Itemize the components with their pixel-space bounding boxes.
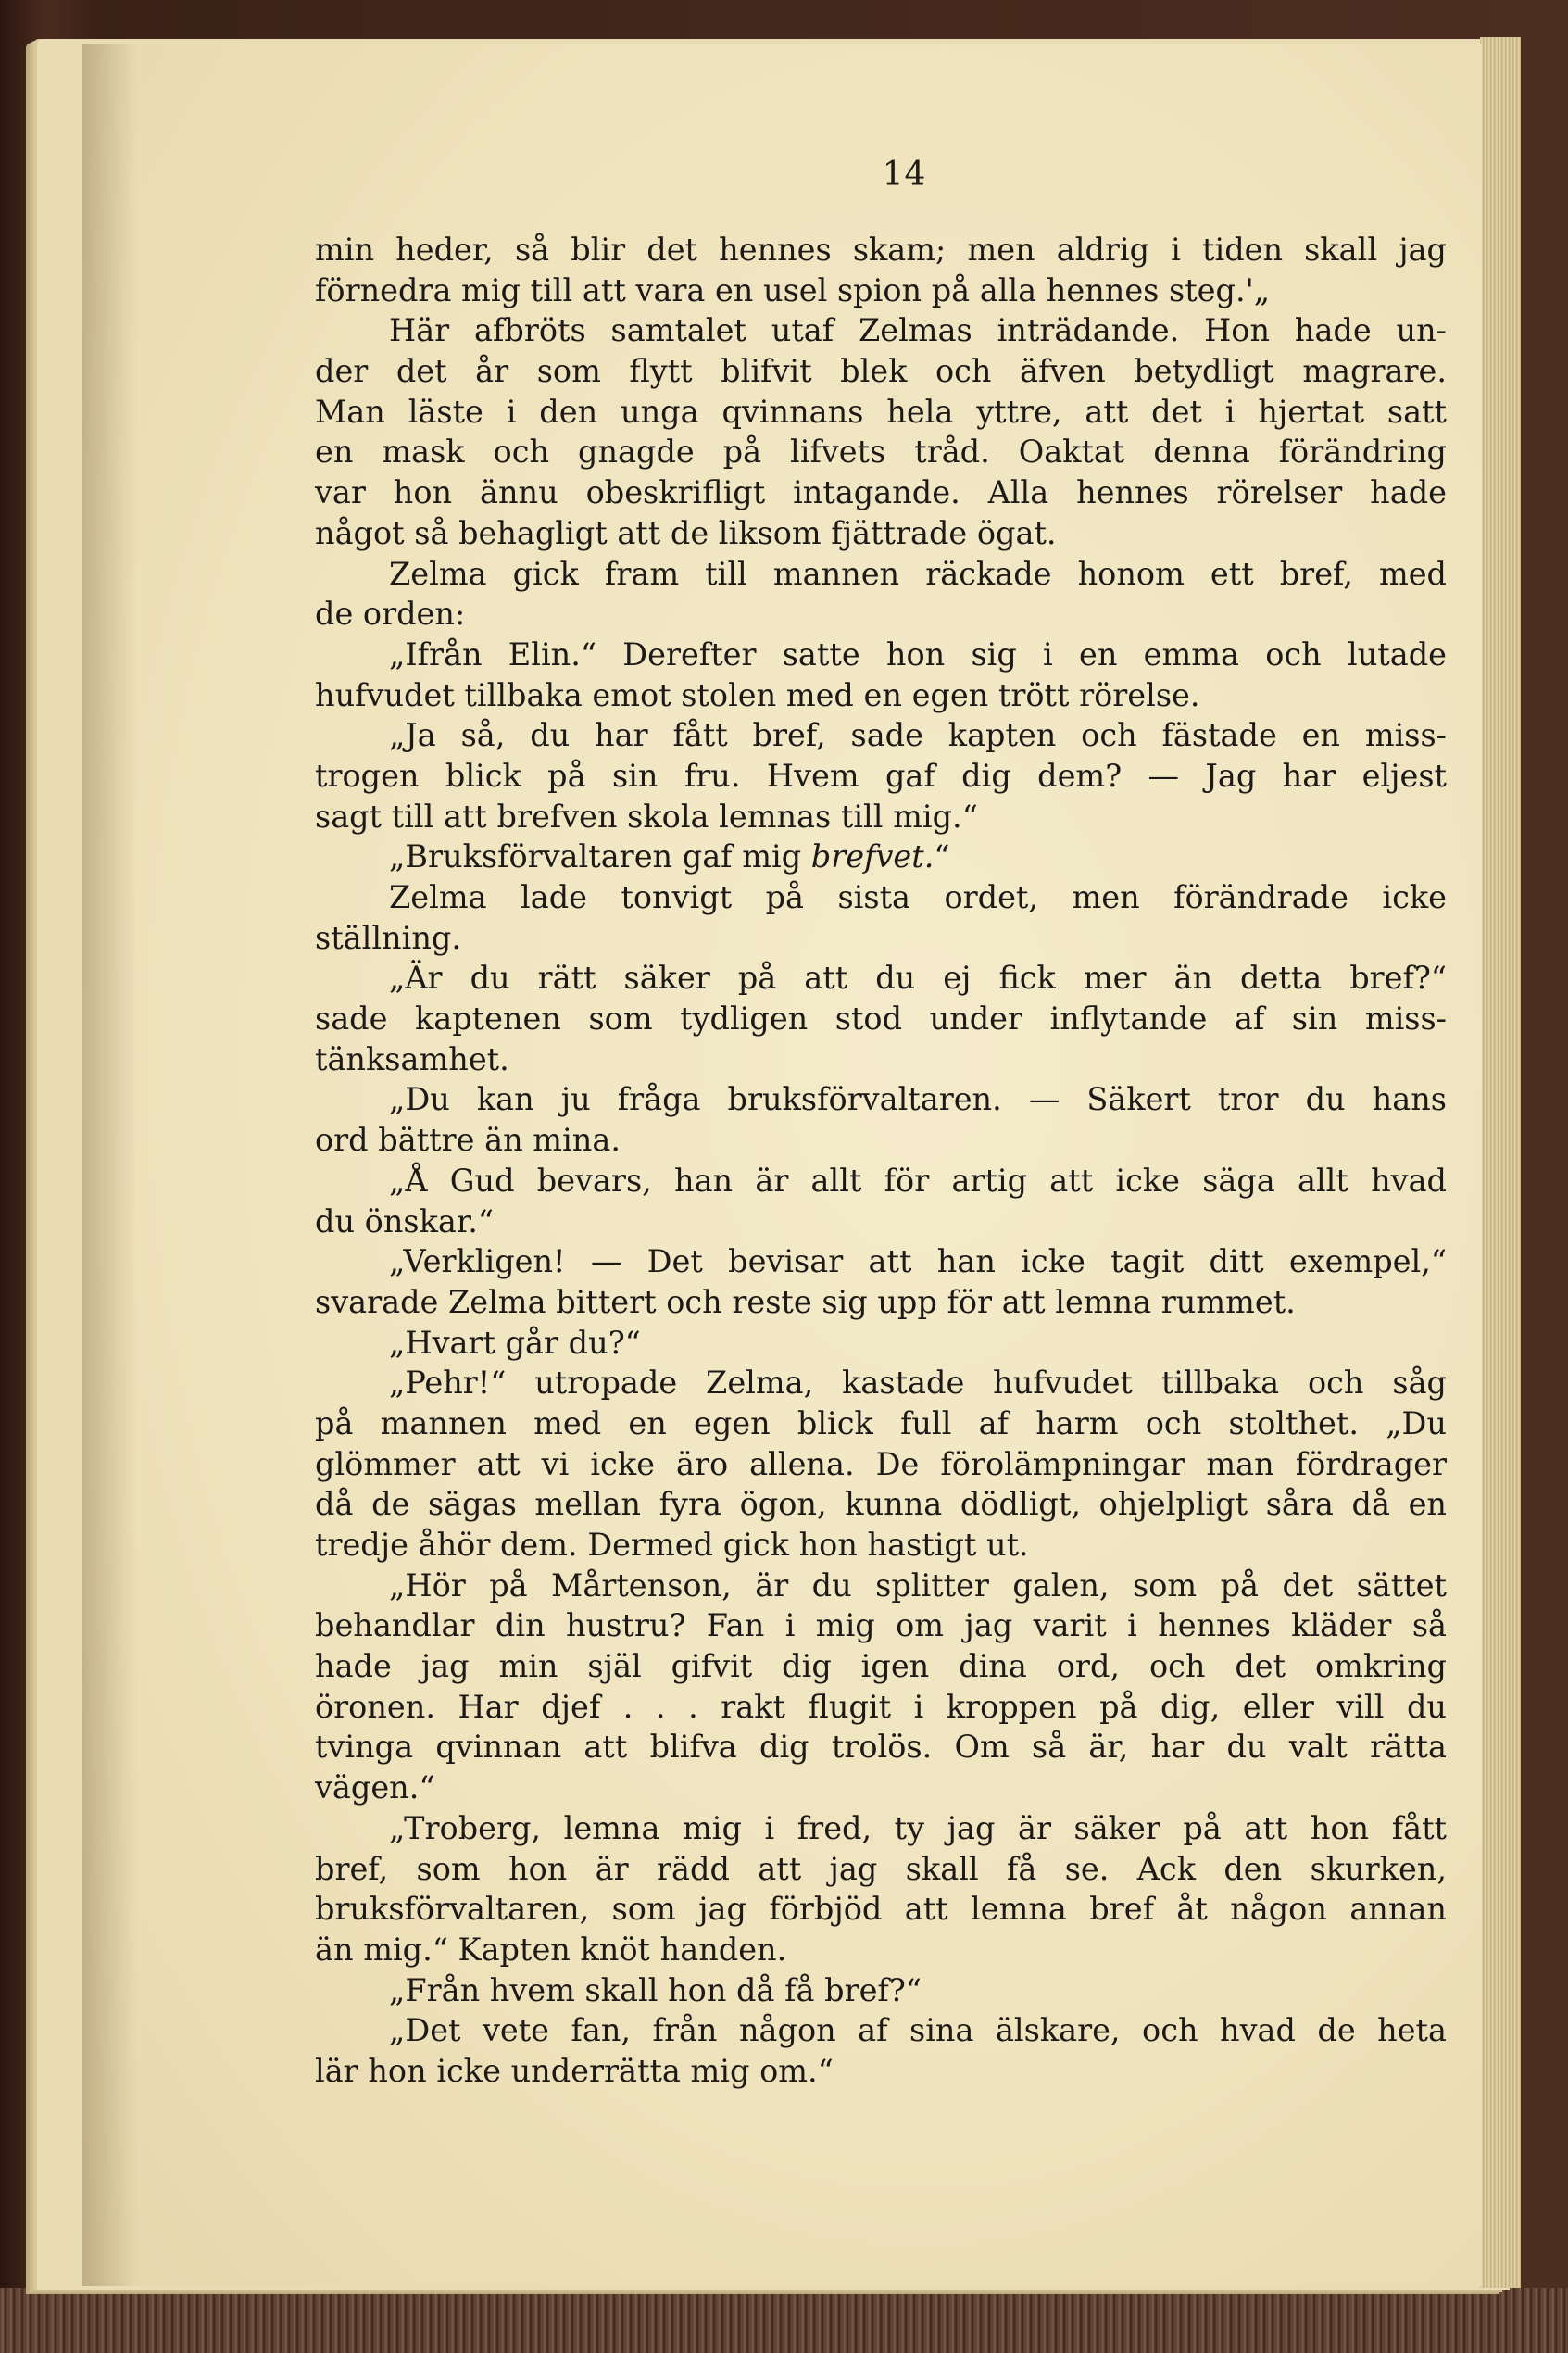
- text-line: då de sägas mellan fyra ögon, kunna dödligt, ohjelpligt såra då en: [315, 1486, 1447, 1523]
- text-line: bref, som hon är rädd att jag skall få se. Ack den skurken,: [315, 1850, 1447, 1887]
- text-line: „Är du rätt säker på att du ej fick mer än detta bref?“: [389, 960, 1447, 997]
- text-line: trogen blick på sin fru. Hvem gaf dig dem? — Jag har eljest: [315, 757, 1447, 794]
- text-line: glömmer att vi icke äro allena. De förolämpningar man fördrager: [315, 1445, 1447, 1482]
- text-line: der det år som flytt blifvit blek och äfven betydligt magrare.: [315, 353, 1447, 390]
- text-line: du önskar.“: [315, 1202, 494, 1239]
- text-line: „Du kan ju fråga bruksförvaltaren. — Säkert tror du hans: [389, 1081, 1447, 1118]
- text-line: tvinga qvinnan att blifva dig trolös. Om så är, har du valt rätta: [315, 1729, 1447, 1766]
- body-text: [315, 230, 1447, 2092]
- page-edges: [1480, 37, 1521, 2288]
- text-line: lär hon icke underrätta mig om.“: [315, 2052, 834, 2089]
- text-line: sagt till att brefven skola lemnas till mig.“: [315, 798, 978, 835]
- text-line: på mannen med en egen blick full af harm och stolthet. „Du: [315, 1404, 1447, 1441]
- text-line: öronen. Har djef . . . rakt flugit i kroppen på dig, eller vill du: [315, 1688, 1447, 1725]
- text-line: de orden:: [315, 596, 466, 633]
- text-line: min heder, så blir det hennes skam; men aldrig i tiden skall jag: [315, 232, 1447, 268]
- text-line: „Ifrån Elin.“ Derefter satte hon sig i en emma och lutade: [389, 635, 1447, 673]
- text-line: något så behagligt att de liksom fjättrade ögat.: [315, 514, 1057, 551]
- text-line: ställning.: [315, 919, 462, 956]
- text-line: Här afbröts samtalet utaf Zelmas inträdande. Hon hade un-: [389, 312, 1447, 349]
- text-line: „Hvart går du?“: [389, 1324, 641, 1361]
- text-line: „Troberg, lemna mig i fred, ty jag är säker på att hon fått: [389, 1809, 1447, 1846]
- text-line: Zelma gick fram till mannen räckade honom ett bref, med: [389, 555, 1447, 592]
- text-line: bruksförvaltaren, som jag förbjöd att lemna bref åt någon annan: [315, 1891, 1447, 1928]
- gutter-shadow: [82, 44, 137, 2286]
- text-line: Man läste i den unga qvinnans hela yttre, att det i hjertat satt: [315, 393, 1447, 430]
- book-cover-edge: [0, 2288, 1568, 2353]
- text-line: behandlar din hustru? Fan i mig om jag varit i hennes kläder så: [315, 1607, 1447, 1644]
- text-line: „Ja så, du har fått bref, sade kapten och fästade en miss-: [389, 717, 1447, 754]
- text-line: „Det vete fan, från någon af sina älskare, och hvad de heta: [389, 2012, 1447, 2049]
- text-line: „Pehr!“ utropade Zelma, kastade hufvudet tillbaka och såg: [389, 1365, 1447, 1402]
- text-line: tredje åhör dem. Dermed gick hon hastigt ut.: [315, 1527, 1029, 1563]
- text-line: hufvudet tillbaka emot stolen med en egen trött rörelse.: [315, 676, 1200, 713]
- italic-word: brefvet.: [810, 838, 935, 875]
- page-number: 14: [882, 156, 927, 194]
- text-line: var hon ännu obeskrifligt intagande. Alla hennes rörelser hade: [315, 474, 1447, 511]
- text-line: „Bruksförvaltaren gaf mig brefvet.“: [389, 838, 950, 875]
- text-line: en mask och gnagde på lifvets tråd. Oaktat denna förändring: [315, 434, 1447, 471]
- text-line: hade jag min själ gifvit dig igen dina ord, och det omkring: [315, 1648, 1447, 1685]
- text-line: „Verkligen! — Det bevisar att han icke tagit ditt exempel,“: [389, 1243, 1447, 1280]
- text-line: vägen.“: [315, 1769, 435, 1806]
- text-line: förnedra mig till att vara en usel spion på alla hennes steg.'„: [315, 271, 1271, 308]
- text-line: svarade Zelma bittert och reste sig upp för att lemna rummet.: [315, 1283, 1296, 1320]
- text-line: „Hör på Mårtenson, är du splitter galen, som på det sättet: [389, 1567, 1447, 1604]
- text-line: sade kaptenen som tydligen stod under inflytande af sin miss-: [315, 1000, 1447, 1038]
- text-line: „Från hvem skall hon då få bref?“: [389, 1971, 922, 2008]
- text-line: Zelma lade tonvigt på sista ordet, men förändrade icke: [389, 879, 1447, 915]
- text-line: „Å Gud bevars, han är allt för artig att icke säga allt hvad: [389, 1162, 1447, 1199]
- text-line: tänksamhet.: [315, 1040, 509, 1077]
- text-line: ord bättre än mina.: [315, 1122, 621, 1159]
- text-line: än mig.“ Kapten knöt handen.: [315, 1931, 787, 1968]
